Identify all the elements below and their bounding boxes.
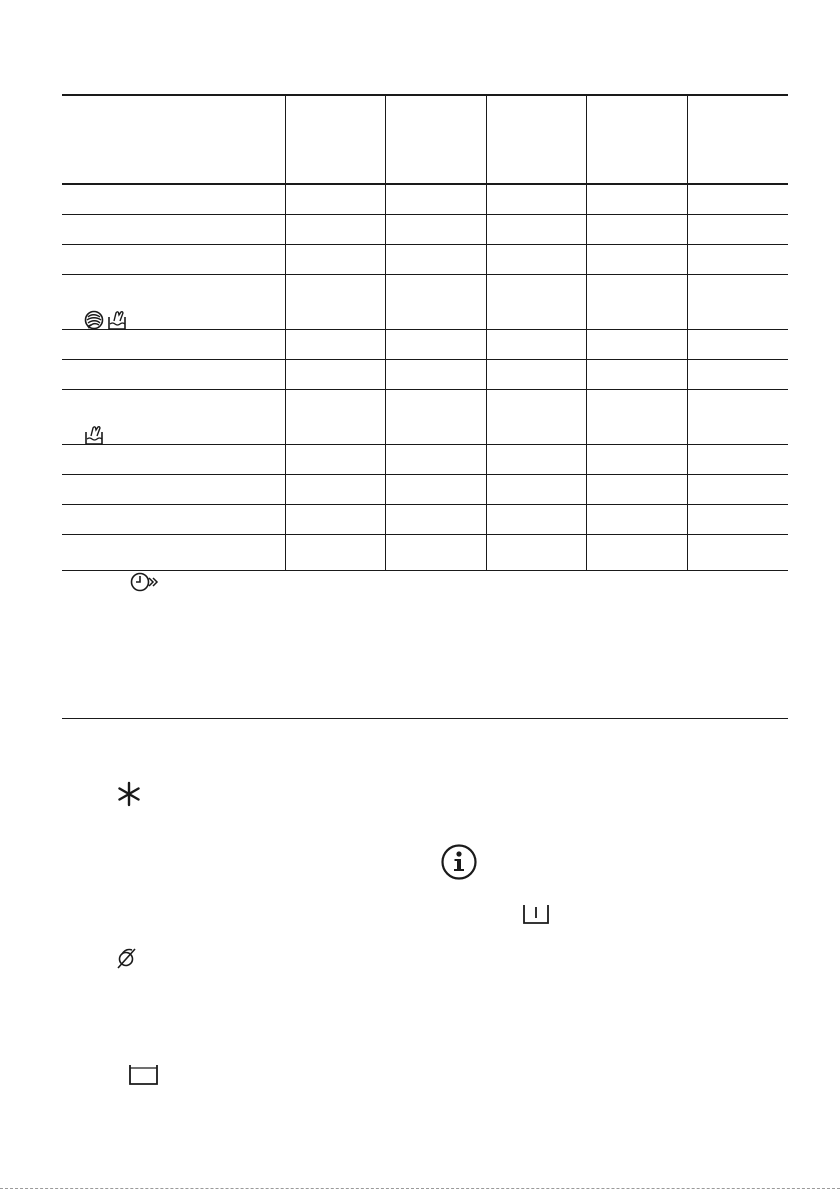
snowflake-icon [116,781,142,807]
no-spin-icon [114,946,138,970]
hand-wash-icon [84,424,104,446]
tub-icon [126,1063,162,1087]
table-row [62,329,788,359]
header-cell [587,95,688,184]
table-row [62,474,788,504]
header-cell [486,95,587,184]
programme-table [62,94,788,571]
table-row [62,214,788,244]
table-row [62,444,788,474]
hand-wash-icon [107,309,127,331]
header-cell [687,95,788,184]
table-row-time-manager [62,534,788,570]
section-divider [62,718,788,719]
table-row-wool [62,274,788,329]
table-row [62,359,788,389]
wool-icon-group [84,309,127,331]
table-row [62,184,788,214]
header-cell [386,95,487,184]
time-manager-icon [130,571,160,593]
page-edge [0,1188,840,1189]
table-row [62,504,788,534]
header-cell [285,95,386,184]
wool-icon [84,309,104,331]
header-cell [62,95,285,184]
info-icon [440,843,478,881]
table-row-hand-wash [62,389,788,444]
table-header-row [62,95,788,184]
tub-with-level-icon [521,903,551,925]
table-row [62,244,788,274]
